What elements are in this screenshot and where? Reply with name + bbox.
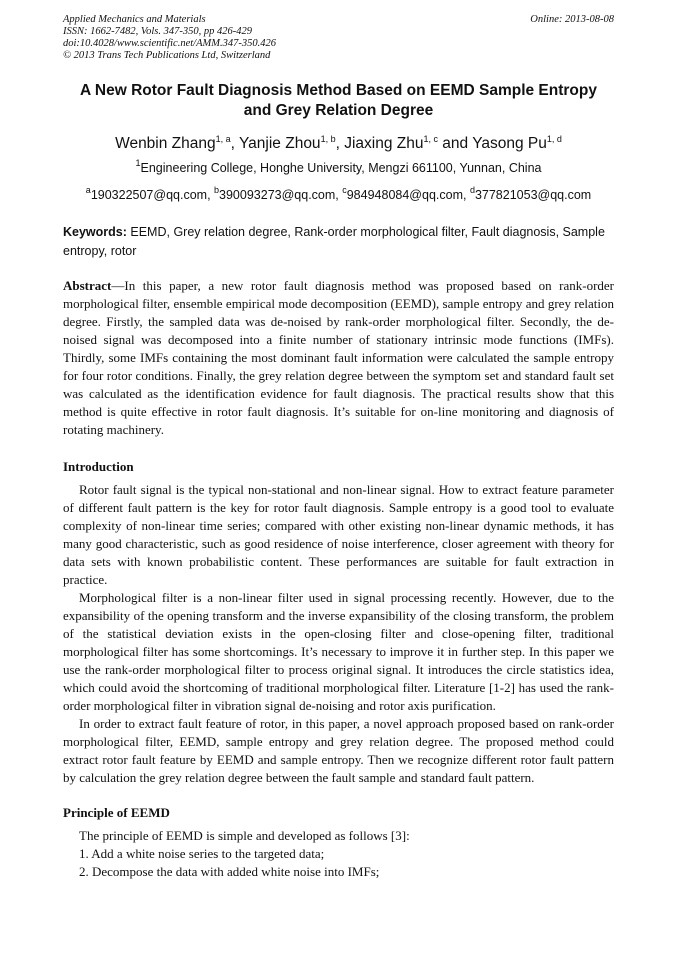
- author-name: Wenbin Zhang: [115, 135, 216, 152]
- email-sup: c: [342, 185, 347, 195]
- author-separator: ,: [335, 135, 345, 152]
- email-separator: ,: [462, 188, 470, 202]
- intro-paragraph: In order to extract fault feature of rotor, in this paper, a novel approach proposed based on rank-order morphological filter, EEMD, sample entropy and grey relation degree. The proposed method could extract rotor fault feature by EEMD and sample entropy. Then we recognize different rotor fault pattern by calculation the grey relation degree between the fault sample and standard fault pattern.: [63, 716, 614, 785]
- section-heading-introduction: Introduction: [63, 459, 134, 474]
- intro-paragraph: Rotor fault signal is the typical non-stational and non-linear signal. How to extract feature parameter of different fault pattern is the key for rotor fault diagnosis. Sample entropy is a good tool to evaluate complexity of non-linear time series; compared with other existing non-linear dynamic methods, it has many good characteristic, such as good residence of noise interference, closer agreement with theory for data sets with known probabilistic content. These performances are suitable for fault extraction in practice.: [63, 482, 614, 587]
- abstract: [63, 277, 614, 439]
- author-name: Yanjie Zhou: [238, 135, 321, 152]
- email-list: [63, 187, 614, 203]
- intro-paragraph: Morphological filter is a non-linear filter used in signal processing recently. However, due to the expansibility of the opening transform and the inverse expansibility of the closing transform, the problem of the statistical deviation exists in the open-closing filter and close-opening filter, traditional morphological filter has some shortcomings. It’s necessary to improve it in further step. In this paper we use the rank-order morphological filter to process original signal. It introduces the circle statistics idea, which could avoid the shortcoming of traditional morphological filter. Literature [1-2] has used the rank-order morphological filter in vibration signal de-noising and rotor axis purification.: [63, 590, 614, 713]
- eemd-step: 2. Decompose the data with added white noise into IMFs;: [79, 864, 380, 879]
- author-sup: 1, c: [423, 134, 438, 144]
- email-separator: ,: [335, 188, 343, 202]
- affiliation: [63, 160, 614, 176]
- issn: ISSN: 1662-7482, Vols. 347-350, pp 426-429: [63, 26, 252, 37]
- email-sup: b: [214, 185, 220, 195]
- email-sup: a: [85, 185, 91, 195]
- online-date: Online: 2013-08-08: [530, 14, 614, 25]
- author-name: Yasong Pu: [472, 135, 547, 152]
- section-heading-eemd: Principle of EEMD: [63, 805, 170, 820]
- email-link[interactable]: 377821053@qq.com: [474, 188, 592, 202]
- affiliation-text: Engineering College, Honghe University, Mengzi 661100, Yunnan, China: [140, 161, 542, 175]
- affiliation-sup: 1: [135, 158, 141, 168]
- title-line-2: and Grey Relation Degree: [243, 102, 434, 119]
- email-link[interactable]: 390093273@qq.com: [219, 188, 336, 202]
- eemd-intro: The principle of EEMD is simple and developed as follows [3]:: [79, 828, 410, 843]
- author-list: [63, 134, 614, 154]
- author-sup: 1, b: [320, 134, 336, 144]
- email-link[interactable]: 984948084@qq.com: [346, 188, 463, 202]
- paper-title: [63, 81, 614, 121]
- title-line-1: A New Rotor Fault Diagnosis Method Based on EEMD Sample Entropy: [79, 82, 597, 99]
- abstract-text: —In this paper, a new rotor fault diagnosis method was proposed based on rank-order morphological filter, ensemble empirical mode decomposition (EEMD), sample entropy and grey relation degree. Firstly, the sampled data was de-noised by rank-order morphological filter. Secondly, the de-noised signal was decomposed into a finite number of stationary intrinsic mode functions (IMFs). Thirdly, some IMFs containing the most dominant fault information were calculated the sample entropy for four rotor conditions. Finally, the grey relation degree between the symptom set and standard fault set was calculated as the identification evidence for fault diagnosis. The practical results show that this method is quite effective in rotor fault diagnosis. It’s suitable for on-line monitoring and diagnosis of rotating machinery.: [63, 278, 614, 437]
- doi[interactable]: doi:10.4028/www.scientific.net/AMM.347-350.426: [63, 38, 276, 49]
- journal-header: [63, 14, 614, 62]
- keywords: [63, 223, 614, 261]
- email-separator: ,: [207, 188, 215, 202]
- author-sup: 1, d: [546, 134, 562, 144]
- author-sup: 1, a: [215, 134, 231, 144]
- paper-page: [63, 14, 614, 881]
- author-separator: ,: [230, 135, 239, 152]
- keywords-label: Keywords:: [63, 225, 127, 239]
- keywords-text: EEMD, Grey relation degree, Rank-order morphological filter, Fault diagnosis, Sample entropy, rotor: [63, 225, 605, 258]
- journal-name: Applied Mechanics and Materials: [63, 14, 206, 25]
- author-separator: and: [437, 135, 473, 152]
- email-link[interactable]: 190322507@qq.com: [90, 188, 208, 202]
- eemd-step: 1. Add a white noise series to the targeted data;: [79, 846, 325, 861]
- abstract-label: Abstract: [63, 278, 112, 293]
- email-sup: d: [469, 185, 475, 195]
- author-name: Jiaxing Zhu: [344, 135, 424, 152]
- copyright: © 2013 Trans Tech Publications Ltd, Switzerland: [63, 50, 271, 61]
